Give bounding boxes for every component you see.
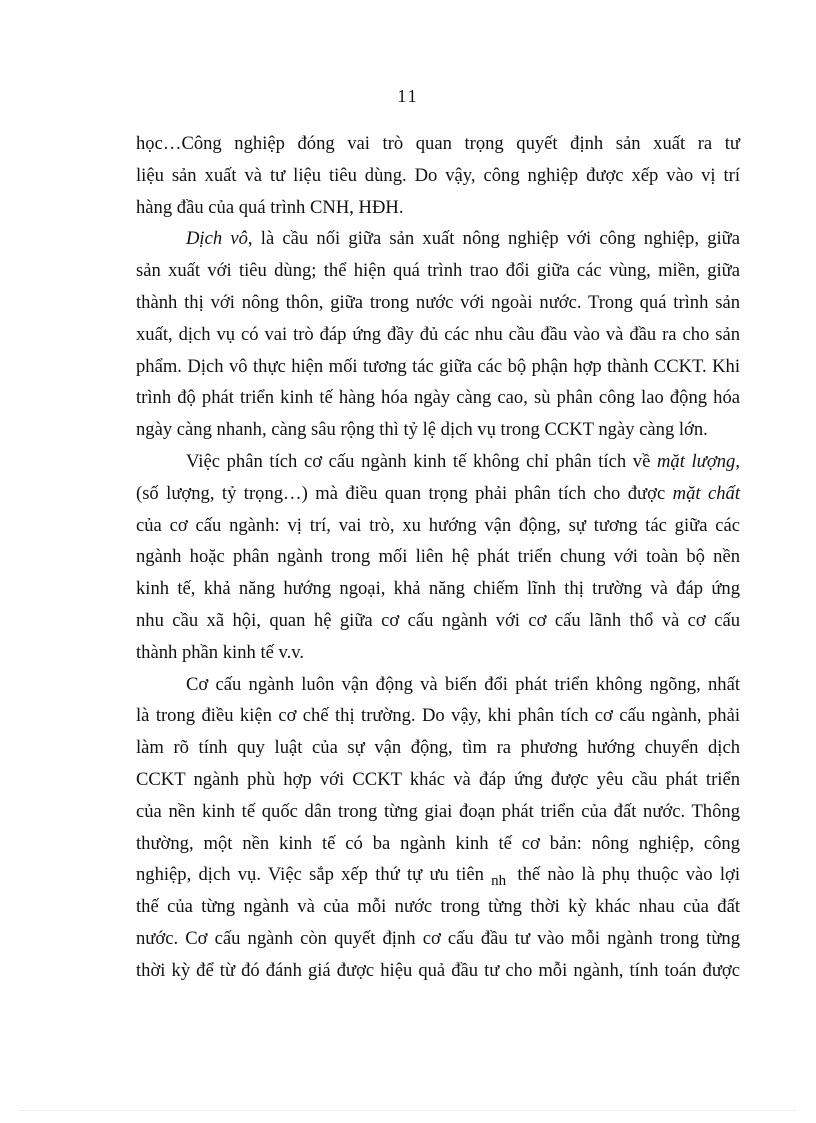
subscript-fragment: nh (491, 873, 507, 890)
text-line: thế của từng ngành và của mỗi nước trong từng thời kỳ khác nhau của đất (136, 896, 740, 918)
text-fragment: , là cầu nối giữa sản xuất nông nghiệp với công nghiệp, giữa (247, 228, 740, 250)
text-line: ngày càng nhanh, càng sâu rộng thì tỷ lệ dịch vụ trong CCKT ngày càng lớn. (136, 419, 708, 441)
page-bottom-border (20, 1110, 796, 1111)
text-line (136, 446, 740, 478)
page-number: 11 (397, 86, 419, 106)
italic-term: mặt lượng (656, 450, 736, 472)
text-line: học…Công nghiệp đóng vai trò quan trọng quyết định sản xuất ra tư (136, 133, 740, 154)
text-line: phẩm. Dịch vô thực hiện mối tương tác giữa các bộ phận hợp thành CCKT. Khi (136, 355, 740, 377)
text-line: nhu cầu xã hội, quan hệ giữa cơ cấu ngành với cơ cấu lãnh thổ và cơ cấu (136, 609, 740, 631)
text-line: làm rõ tính quy luật của sự vận động, tìm ra phương hướng chuyển dịch (136, 737, 740, 759)
paragraph-analysis (136, 446, 740, 669)
text-line (136, 223, 740, 255)
paragraph-industry (136, 128, 740, 223)
text-line: nước. Cơ cấu ngành còn quyết định cơ cấu đầu tư vào mỗi ngành trong từng (136, 927, 740, 949)
text-fragment: Việc phân tích cơ cấu ngành kinh tế không chỉ phân tích về (186, 450, 657, 472)
text-fragment: , (735, 450, 741, 472)
text-line: ngành hoặc phân ngành trong mối liên hệ phát triển chung với toàn bộ nền (136, 546, 740, 568)
text-line (136, 478, 740, 510)
text-line: thời kỳ để từ đó đánh giá được hiệu quả đầu tư cho mỗi ngành, tính toán được (136, 959, 740, 981)
body-text (136, 128, 740, 987)
text-line: CCKT ngành phù hợp với CCKT khác và đáp ứng được yêu cầu phát triển (136, 768, 740, 790)
text-line: thành thị với nông thôn, giữa trong nước với ngoài nước. Trong quá trình sản (136, 291, 740, 313)
text-line: thường, một nền kinh tế có ba ngành kinh tế cơ bản: nông nghiệp, công (136, 832, 740, 854)
text-fragment: (số lượng, tỷ trọng…) mà điều quan trọng phải phân tích cho được (136, 482, 673, 504)
text-line: của nền kinh tế quốc dân trong từng giai đoạn phát triển của đất nước. Thông (136, 800, 740, 822)
text-line: của cơ cấu ngành: vị trí, vai trò, xu hướng vận động, sự tương tác giữa các (136, 514, 740, 536)
text-line: thành phần kinh tế v.v. (136, 641, 304, 663)
text-line: xuất, dịch vụ có vai trò đáp ứng đầy đủ các nhu cầu đầu vào và đầu ra cho sản (136, 323, 740, 345)
paragraph-sector-structure (136, 669, 740, 987)
text-line: Cơ cấu ngành luôn vận động và biến đổi phát triển không ngõng, nhất (186, 673, 740, 695)
text-line: liệu sản xuất và tư liệu tiêu dùng. Do vậy, công nghiệp được xếp vào vị trí (136, 164, 740, 186)
text-line: sản xuất với tiêu dùng; thể hiện quá trình trao đổi giữa các vùng, miền, giữa (136, 260, 740, 282)
text-line: hàng đầu của quá trình CNH, HĐH. (136, 196, 404, 218)
text-line: là trong điều kiện cơ chế thị trường. Do vậy, khi phân tích cơ cấu ngành, phải (136, 705, 740, 727)
text-fragment: thế nào là phụ thuộc vào lợi (510, 864, 741, 886)
paragraph-services (136, 223, 740, 446)
text-line: trình độ phát triển kinh tế hàng hóa ngày càng cao, sù phân công lao động hóa (136, 387, 740, 409)
italic-term: Dịch vô (186, 228, 248, 250)
text-line (136, 859, 740, 891)
text-fragment: nghiệp, dịch vụ. Việc sắp xếp thứ tự ưu tiên (136, 864, 492, 886)
italic-term: mặt chất (672, 482, 740, 504)
text-line: kinh tế, khả năng hướng ngoại, khả năng chiếm lĩnh thị trường và đáp ứng (136, 578, 740, 600)
